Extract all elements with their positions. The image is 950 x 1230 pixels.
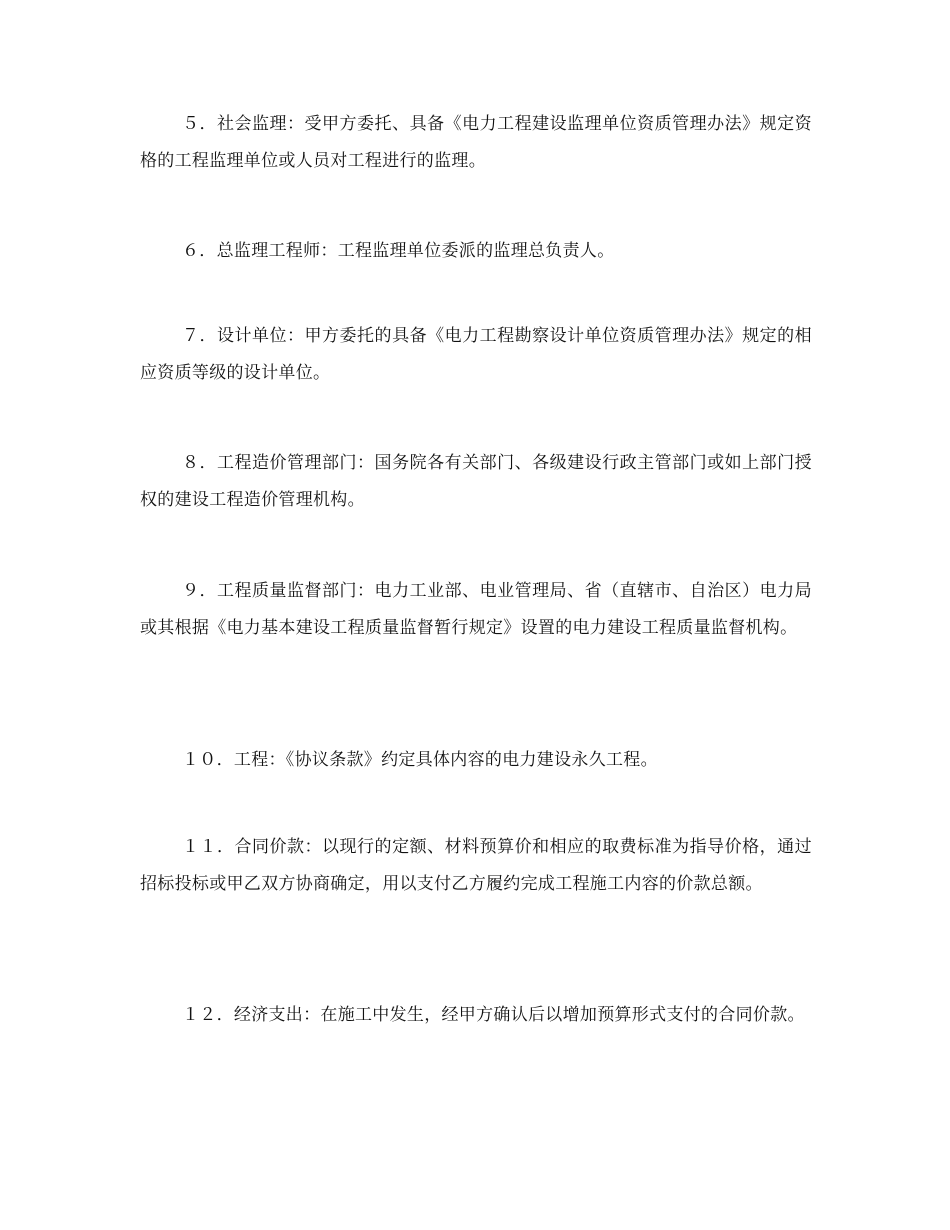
- clause-11-contract-price: １１．合同价款：以现行的定额、材料预算价和相应的取费标准为指导价格，通过招标投标或甲乙双方协商确定，用以支付乙方履约完成工程施工内容的价款总额。: [140, 837, 812, 894]
- clause-6-chief-supervision-engineer: ６．总监理工程师：工程监理单位委派的监理总负责人。: [182, 241, 615, 261]
- clause-7-design-unit: ７．设计单位：甲方委托的具备《电力工程勘察设计单位资质管理办法》规定的相应资质等级的设计单位。: [140, 326, 812, 383]
- clause-10-project: １０．工程：《协议条款》约定具体内容的电力建设永久工程。: [182, 750, 658, 770]
- clause-9-quality-supervision-department: ９．工程质量监督部门：电力工业部、电业管理局、省（直辖市、自治区）电力局或其根据《电力基本建设工程质量监督暂行规定》设置的电力建设工程质量监督机构。: [140, 581, 812, 638]
- clause-8-cost-management-department: ８．工程造价管理部门：国务院各有关部门、各级建设行政主管部门或如上部门授权的建设工程造价管理机构。: [140, 453, 812, 510]
- clause-5-social-supervision: ５．社会监理：受甲方委托、具备《电力工程建设监理单位资质管理办法》规定资格的工程监理单位或人员对工程进行的监理。: [140, 114, 812, 171]
- clause-12-economic-expenditure: １２．经济支出：在施工中发生，经甲方确认后以增加预算形式支付的合同价款。: [182, 1005, 805, 1025]
